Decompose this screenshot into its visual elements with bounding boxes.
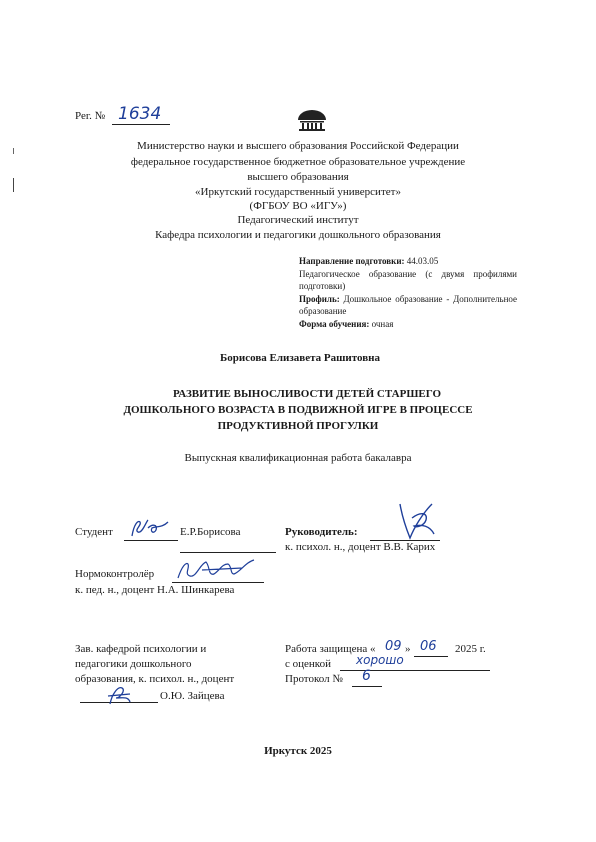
- city-year: Иркутск 2025: [264, 745, 332, 757]
- header-line: «Иркутский государственный университет»: [195, 186, 401, 198]
- program-block: [299, 255, 517, 330]
- protocol-value: 6: [362, 668, 371, 684]
- grade-value: хорошо: [356, 653, 404, 667]
- university-logo: [296, 108, 328, 132]
- head-signature: [104, 680, 134, 715]
- grade-label: с оценкой: [285, 658, 331, 670]
- normcontrol-label: Нормоконтролёр: [75, 568, 155, 580]
- defended-sep: »: [405, 643, 411, 655]
- direction-code: 44.03.05: [406, 256, 439, 266]
- defended-label: Работа защищена «: [285, 643, 376, 655]
- form-label: Форма обучения:: [299, 318, 370, 329]
- head-line: Зав. кафедрой психологии и: [75, 643, 207, 655]
- defended-month-line: [414, 656, 448, 657]
- header-line: высшего образования: [247, 171, 349, 183]
- supervisor-label: Руководитель:: [285, 526, 358, 538]
- author-name: Борисова Елизавета Рашитовна: [220, 352, 381, 364]
- defended-month: 06: [420, 639, 437, 654]
- header-line: Министерство науки и высшего образования Российской Федерации: [137, 140, 459, 152]
- thesis-title-line: ДОШКОЛЬНОГО ВОЗРАСТА В ПОДВИЖНОЙ ИГРЕ В ПРОЦЕССЕ: [123, 404, 473, 416]
- head-name: О.Ю. Зайцева: [160, 690, 225, 702]
- normcontrol-name: к. пед. н., доцент Н.А. Шинкарева: [75, 584, 235, 596]
- defended-day: 09: [385, 639, 402, 654]
- student-label: Студент: [75, 526, 113, 538]
- registration-underline: [112, 124, 170, 125]
- head-line: образования, к. психол. н., доцент: [75, 673, 235, 685]
- profile-text: Дошкольное образование - Дополнительное образование: [299, 293, 518, 316]
- registration-label: Рег. №: [75, 110, 106, 122]
- protocol-label: Протокол №: [285, 673, 343, 685]
- head-line: педагогики дошкольного: [75, 658, 192, 670]
- student-underline: [180, 552, 276, 553]
- thesis-title-line: РАЗВИТИЕ ВЫНОСЛИВОСТИ ДЕТЕЙ СТАРШЕГО: [172, 388, 442, 400]
- profile-label: Профиль:: [299, 293, 340, 304]
- work-type: Выпускная квалификационная работа бакалавра: [184, 452, 412, 464]
- header-line: Кафедра психологии и педагогики дошкольного образования: [155, 229, 441, 241]
- supervisor-name: к. психол. н., доцент В.В. Карих: [285, 541, 436, 553]
- protocol-underline: [352, 686, 382, 687]
- header-line: Педагогический институт: [237, 214, 359, 226]
- registration-number: 1634: [118, 104, 162, 124]
- thesis-title-line: ПРОДУКТИВНОЙ ПРОГУЛКИ: [217, 420, 379, 432]
- student-name: Е.Р.Борисова: [180, 526, 241, 538]
- defended-year: 2025 г.: [455, 643, 486, 655]
- header-line: федеральное государственное бюджетное образовательное учреждение: [130, 156, 466, 168]
- form-value: очная: [371, 318, 394, 329]
- header-line: (ФГБОУ ВО «ИГУ»): [249, 200, 347, 212]
- direction-text: Педагогическое образование (с двумя профилями подготовки): [299, 268, 517, 291]
- student-signature: [128, 516, 172, 545]
- direction-label: Направление подготовки:: [299, 256, 405, 266]
